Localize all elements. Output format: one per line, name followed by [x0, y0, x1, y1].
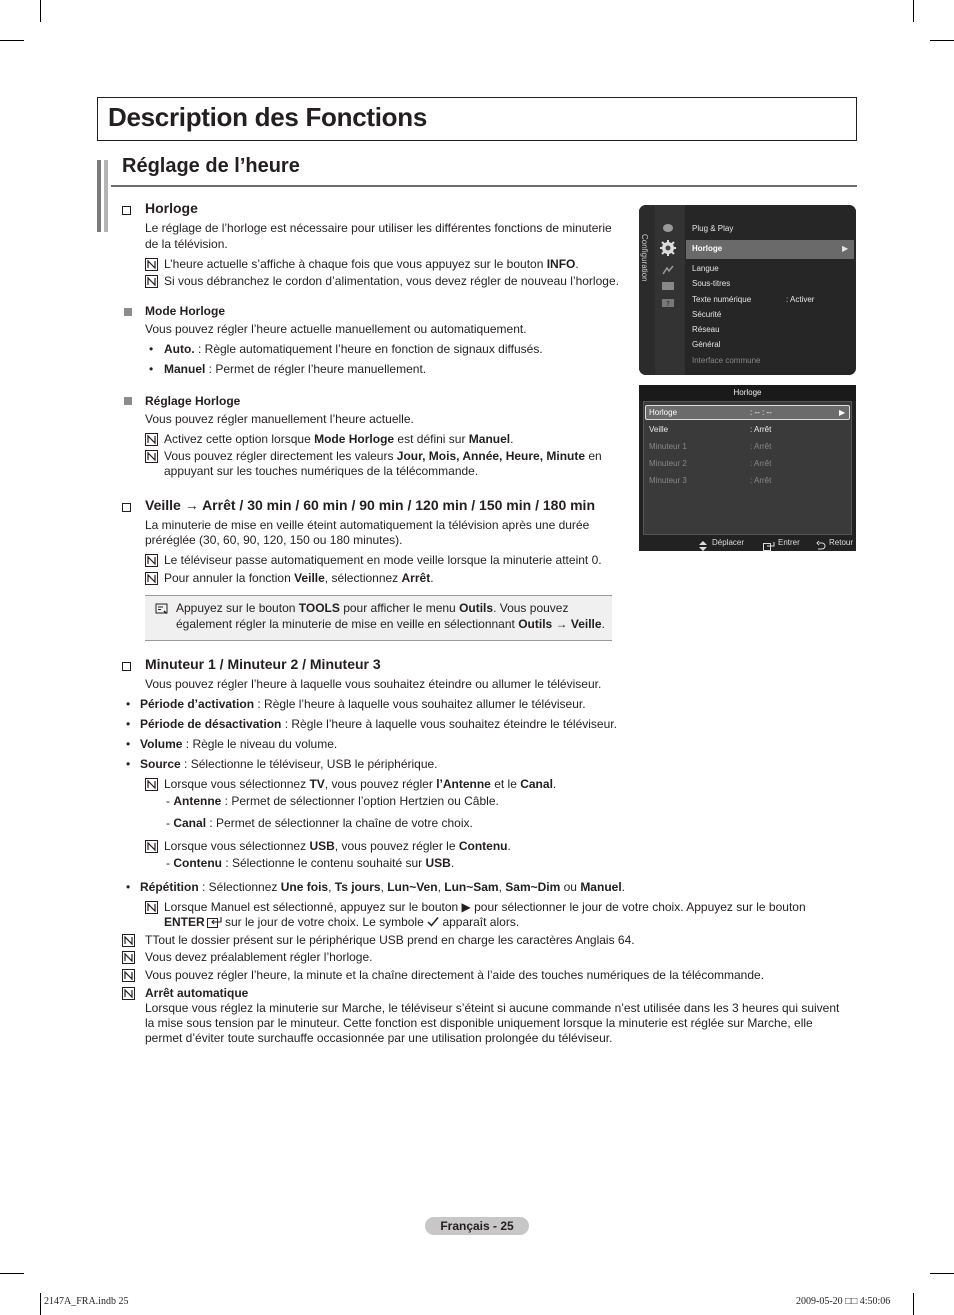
general-note: Vous devez préalablement régler l’horloge.	[145, 950, 373, 964]
minuteur1-row-label[interactable]: Minuteur 1	[649, 442, 687, 451]
minuteur2-row-label[interactable]: Minuteur 2	[649, 459, 687, 468]
source-canal: - Canal : Permet de sélectionner la chaîne de votre choix.	[166, 816, 473, 830]
note-icon	[145, 450, 158, 463]
veille-para: préréglée (30, 60, 90, 120, 150 ou 180 minutes).	[145, 533, 403, 547]
checkbox-bullet-icon	[122, 662, 131, 671]
application-icon	[661, 279, 675, 297]
tip-text: également régler la minuterie de mise en veille en sélectionnant Outils → Veille.	[176, 617, 605, 631]
horloge-row-value: : -- : --	[750, 408, 772, 417]
check-icon	[427, 916, 439, 931]
bullet-dot: •	[126, 880, 131, 894]
note-icon	[145, 778, 158, 791]
note-icon	[145, 433, 158, 446]
veille-note: Le téléviseur passe automatiquement en mode veille lorsque la minuterie atteint 0.	[164, 553, 602, 567]
reglage-horloge-note: appuyant sur les touches numériques de la télécommande.	[164, 464, 479, 478]
horloge-menu-title: Horloge	[639, 385, 856, 401]
minuteur3-row-label[interactable]: Minuteur 3	[649, 476, 687, 485]
menu-item-texte-numerique[interactable]: Texte numérique	[692, 295, 752, 304]
picture-icon	[661, 221, 675, 239]
veille-heading: Veille → Arrêt / 30 min / 60 min / 90 min / 120 min / 150 min / 180 min	[145, 497, 596, 513]
reglage-horloge-note: Activez cette option lorsque Mode Horloge est défini sur Manuel.	[164, 432, 514, 446]
crop-mark	[40, 1293, 41, 1315]
gear-icon	[659, 239, 677, 262]
minuteur1-row-value: : Arrêt	[750, 442, 772, 451]
enter-icon	[207, 916, 222, 932]
minuteur3-row-value: : Arrêt	[750, 476, 772, 485]
horloge-para: Le réglage de l’horloge est nécessaire pour utiliser les différentes fonctions de minuterie	[145, 221, 612, 235]
menu-item-langue[interactable]: Langue	[692, 264, 719, 273]
menu-item-texte-value: : Activer	[786, 295, 815, 304]
crop-mark	[40, 0, 41, 22]
menu-item-reseau[interactable]: Réseau	[692, 325, 720, 334]
veille-note: Pour annuler la fonction Veille, sélectionnez Arrêt.	[164, 571, 434, 585]
horloge-heading: Horloge	[145, 200, 198, 216]
page-title: Description des Fonctions	[108, 102, 427, 132]
reglage-horloge-heading: Réglage Horloge	[145, 394, 241, 408]
reglage-horloge-note: Vous pouvez régler directement les valeurs Jour, Mois, Année, Heure, Minute en	[164, 449, 602, 463]
svg-text:?: ?	[666, 300, 670, 308]
horloge-menu-screenshot	[639, 385, 856, 551]
crop-mark	[0, 40, 24, 41]
crop-mark	[913, 1293, 914, 1315]
minuteur-desactivation: Période de désactivation : Règle l’heure à laquelle vous souhaitez éteindre le téléviseur.	[140, 717, 617, 731]
move-arrows-icon	[699, 538, 707, 556]
minuteur-activation: Période d’activation : Règle l’heure à laquelle vous souhaitez allumer le téléviseur.	[140, 697, 586, 711]
menu-arrow-icon: ▶	[842, 244, 849, 253]
crop-mark	[930, 40, 954, 41]
section-title: Réglage de l’heure	[122, 155, 300, 177]
menu-item-plug-play[interactable]: Plug & Play	[692, 224, 734, 233]
menu-item-securite[interactable]: Sécurité	[692, 310, 722, 319]
reglage-horloge-desc: Vous pouvez régler manuellement l’heure actuelle.	[145, 412, 414, 426]
repetition-note: ENTER sur le jour de votre choix. Le symbole apparaît alors.	[164, 915, 519, 932]
minuteur-repetition: Répétition : Sélectionnez Une fois, Ts jours, Lun~Ven, Lun~Sam, Sam~Dim ou Manuel.	[140, 880, 625, 894]
section-divider	[111, 185, 857, 187]
page-number-badge: Français - 25	[425, 1217, 529, 1235]
note-icon	[145, 572, 158, 585]
page-title-box	[97, 97, 857, 141]
mode-horloge-desc: Vous pouvez régler l’heure actuelle manuellement ou automatiquement.	[145, 322, 527, 336]
tip-text: Appuyez sur le bouton TOOLS pour afficher le menu Outils. Vous pouvez	[176, 601, 569, 615]
footer-move-label: Déplacer	[712, 538, 745, 547]
crop-mark	[930, 1273, 954, 1274]
horloge-row-arrow-icon: ▶	[839, 408, 846, 417]
bullet-dot: •	[126, 697, 131, 711]
footer-return-label: Retour	[829, 538, 854, 547]
return-icon	[816, 538, 826, 556]
note-icon	[145, 554, 158, 567]
minuteur-heading: Minuteur 1 / Minuteur 2 / Minuteur 3	[145, 656, 381, 672]
horloge-para: de la télévision.	[145, 237, 228, 251]
minuteur-source: Source : Sélectionne le téléviseur, USB le périphérique.	[140, 757, 438, 771]
note-icon	[122, 969, 135, 982]
enter-icon	[763, 538, 775, 556]
general-note: Vous pouvez régler l’heure, la minute et la chaîne directement à l’aide des touches numériques de la télécommande.	[145, 968, 765, 982]
footer-enter-label: Entrer	[778, 538, 800, 547]
horloge-row-label[interactable]: Horloge	[649, 408, 678, 417]
menu-item-horloge[interactable]: Horloge	[692, 244, 723, 253]
horloge-note: L’heure actuelle s’affiche à chaque fois que vous appuyez sur le bouton INFO.	[164, 257, 579, 271]
note-icon	[145, 258, 158, 271]
bullet-dot: •	[126, 737, 131, 751]
checkbox-bullet-icon	[122, 503, 131, 512]
support-icon	[661, 296, 675, 314]
mode-horloge-heading: Mode Horloge	[145, 304, 225, 318]
mode-horloge-manuel: Manuel : Permet de régler l’heure manuellement.	[164, 362, 427, 376]
footer-file-name: 2147A_FRA.indb 25	[44, 1296, 129, 1307]
minuteur-volume: Volume : Règle le niveau du volume.	[140, 737, 338, 751]
bullet-dot: •	[126, 757, 131, 771]
setup-menu-screenshot	[639, 205, 856, 375]
section-bar	[104, 160, 108, 232]
veille-row-label[interactable]: Veille	[649, 425, 669, 434]
menu-item-general[interactable]: Général	[692, 340, 721, 349]
minuteur2-row-value: : Arrêt	[750, 459, 772, 468]
bullet-dot: •	[126, 717, 131, 731]
footer-timestamp: 2009-05-20 □□ 4:50:06	[796, 1296, 891, 1307]
filled-square-bullet-icon	[124, 397, 132, 405]
filled-square-bullet-icon	[124, 308, 132, 316]
arret-auto-text: la mise sous tension par le minuteur. Cette fonction est disponible uniquement lorsque la minuterie est réglée sur Marche, elle	[145, 1016, 813, 1030]
arret-auto-heading: Arrêt automatique	[145, 986, 249, 1000]
note-icon	[145, 840, 158, 853]
bullet-dot: •	[149, 362, 154, 376]
configuration-label: Configuration	[640, 234, 649, 282]
source-tv-note: Lorsque vous sélectionnez TV, vous pouvez régler l’Antenne et le Canal.	[164, 777, 557, 791]
arret-auto-text: Lorsque vous réglez la minuterie sur Marche, le téléviseur s’éteint si aucune commande n’est utilisée dans les 3 heures qui suivent	[145, 1001, 840, 1015]
note-icon	[122, 934, 135, 947]
menu-item-sous-titres[interactable]: Sous-titres	[692, 279, 731, 288]
menu-side-strip	[639, 205, 655, 375]
minuteur-desc: Vous pouvez régler l’heure à laquelle vous souhaitez éteindre ou allumer le téléviseur.	[145, 677, 602, 691]
source-usb-note: Lorsque vous sélectionnez USB, vous pouvez régler le Contenu.	[164, 839, 511, 853]
crop-mark	[913, 0, 914, 22]
general-note: TTout le dossier présent sur le périphérique USB prend en charge les caractères Anglais 64.	[145, 933, 635, 947]
repetition-note: Lorsque Manuel est sélectionné, appuyez sur le bouton ▶ pour sélectionner le jour de votre choix. Appuyez sur le bouton	[164, 900, 806, 914]
source-contenu: - Contenu : Sélectionne le contenu souhaité sur USB.	[166, 856, 455, 870]
arret-auto-text: permet d’éviter toute surchauffe occasionnée par une utilisation prolongée du téléviseur.	[145, 1031, 613, 1045]
source-antenne: - Antenne : Permet de sélectionner l’option Hertzien ou Câble.	[166, 794, 499, 808]
note-icon	[145, 901, 158, 914]
checkbox-bullet-icon	[122, 206, 131, 215]
tools-tip-icon	[155, 602, 168, 615]
note-icon	[122, 987, 135, 1000]
horloge-menu-body	[643, 401, 852, 535]
horloge-note: Si vous débranchez le cordon d’alimentation, vous devez régler de nouveau l’horloge.	[164, 274, 619, 288]
mode-horloge-auto: Auto. : Règle automatiquement l’heure en fonction de signaux diffusés.	[164, 342, 543, 356]
note-icon	[145, 275, 158, 288]
bullet-dot: •	[149, 342, 154, 356]
menu-item-interface-commune[interactable]: Interface commune	[692, 356, 761, 365]
crop-mark	[0, 1273, 24, 1274]
section-bar	[97, 160, 101, 232]
veille-row-value: : Arrêt	[750, 425, 772, 434]
veille-para: La minuterie de mise en veille éteint automatiquement la télévision après une durée	[145, 518, 590, 532]
note-icon	[122, 951, 135, 964]
